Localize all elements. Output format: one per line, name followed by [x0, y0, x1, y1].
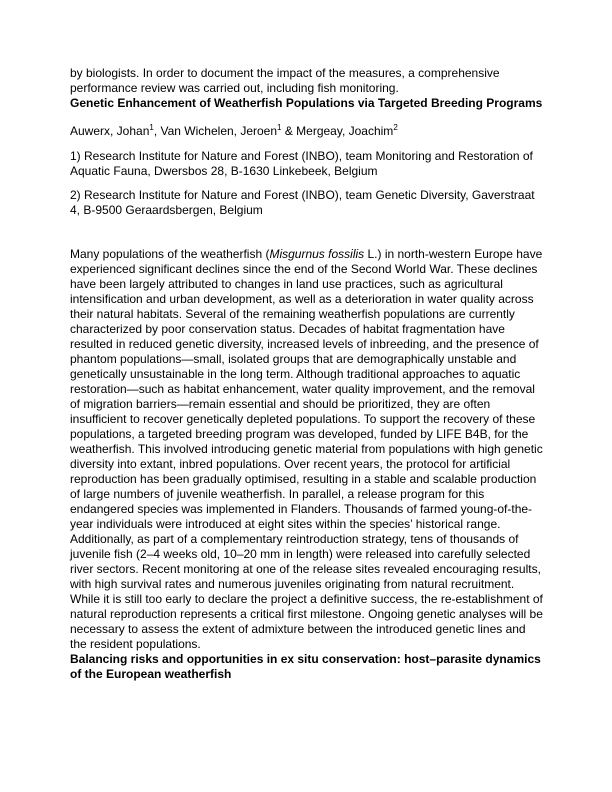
- abstract2-title: Balancing risks and opportunities in ex situ conservation: host–parasite dynamics of the European weatherfish: [70, 652, 541, 681]
- abstract1-affiliation-2: 2) Research Institute for Nature and Forest (INBO), team Genetic Diversity, Gaverstraat 4, B-9500 Geraardsbergen, Belgium: [70, 188, 535, 217]
- page-content: [70, 66, 544, 682]
- continuation-paragraph: by biologists. In order to document the impact of the measures, a comprehensive performance review was carried out, including fish monitoring.: [70, 66, 500, 95]
- abstract1-affiliation-1: 1) Research Institute for Nature and Forest (INBO), team Monitoring and Restoration of Aquatic Fauna, Dwersbos 28, B-1630 Linkebeek, Belgium: [70, 149, 533, 178]
- abstract1-title: Genetic Enhancement of Weatherfish Populations via Targeted Breeding Programs: [70, 96, 543, 110]
- abstract1-authors: Auwerx, Johan$^1$, Van Wichelen, Jeroen$^1$ & Mergeay, Joachim$^2$: [70, 123, 398, 138]
- abstract1-body: Many populations of the weatherfish (Misgurnus fossilis L.) in north-western Europe have experienced significant declines since the end of the Second World War. These declines have been largely attributed to changes in land use practices, such as agricultural intensification and urban development, as well as a deterioration in water quality across their natural habitats. Several of the remaining weatherfish populations are currently characterized by poor conservation status. Decades of habitat fragmentation have resulted in reduced genetic diversity, increased levels of inbreeding, and the presence of phantom populations—small, isolated groups that are demographically unstable and genetically unsustainable in the long term. Although traditional approaches to aquatic restoration—such as habitat enhancement, water quality improvement, and the removal of migration barriers—remain essential and should be prioritized, they are often insufficient to recover genetically depleted populations. To support the recovery of these populations, a targeted breeding program was developed, funded by LIFE B4B, for the weatherfish. This involved introducing genetic material from populations with high genetic diversity into extant, inbred populations. Over recent years, the protocol for artificial reproduction has been gradually optimised, resulting in a stable and scalable production of large numbers of juvenile weatherfish. In parallel, a release program for this endangered species was implemented in Flanders. Thousands of farmed young-of-the-year individuals were introduced at eight sites within the species’ historical range. Additionally, as part of a complementary reintroduction strategy, tens of thousands of juvenile fish (2–4 weeks old, 10–20 mm in length) were released into carefully selected river sectors. Recent monitoring at one of the release sites revealed encouraging results, with high survival rates and numerous juveniles originating from natural recruitment. While it is still too early to declare the project a definitive success, the re-establishment of natural reproduction represents a critical first milestone. Ongoing genetic analyses will be necessary to assess the extent of admixture between the introduced genetic lines and the resident populations.: [70, 247, 543, 651]
